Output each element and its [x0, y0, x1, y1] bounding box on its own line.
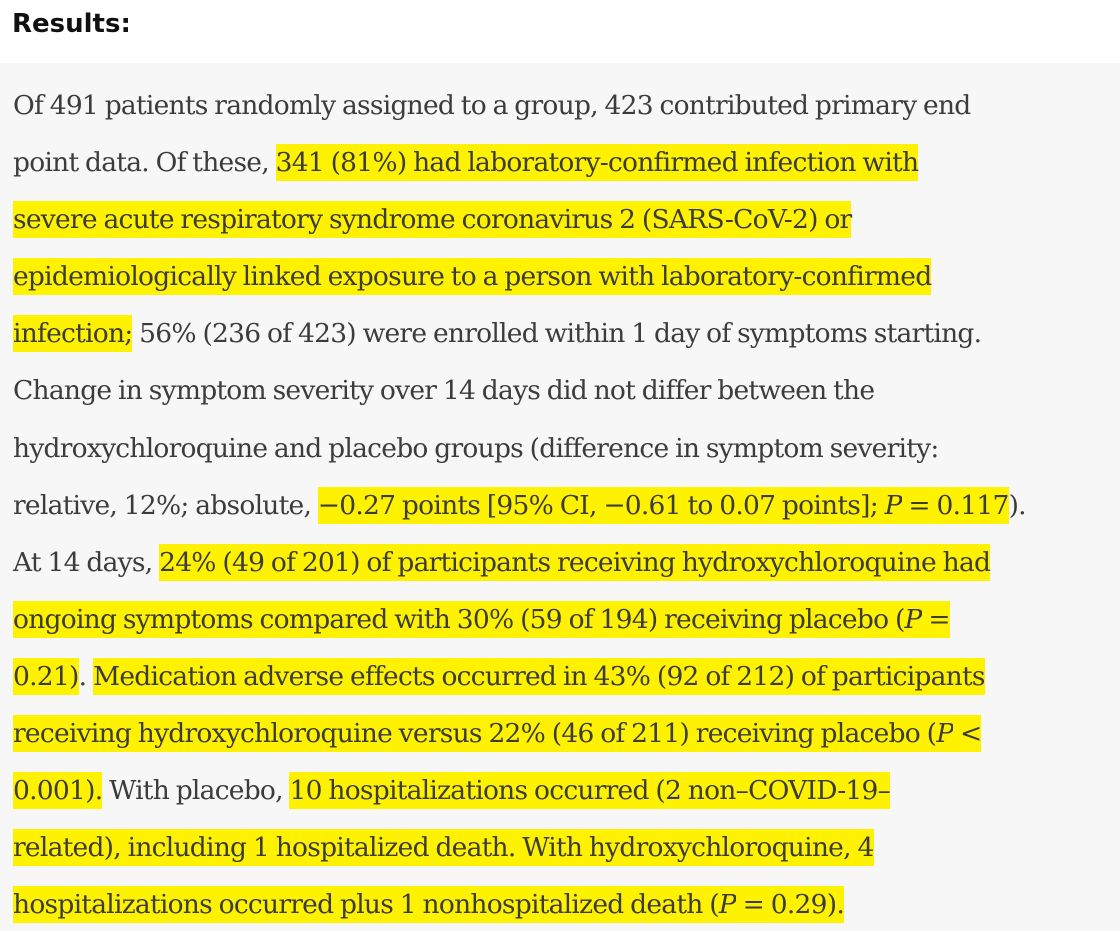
highlighted-text: 24% (49 of 201) of participants receiving hydroxychloroquine had — [159, 544, 990, 581]
highlighted-text: related), including 1 hospitalized death. With hydroxychloroquine, 4 — [13, 829, 874, 866]
highlighted-text: 10 hospitalizations occurred (2 non–COVID-19– — [289, 772, 890, 809]
highlighted-text: 0.21) — [13, 658, 79, 695]
paragraph-text: Of 491 patients randomly assigned to a group, 423 contributed primary end — [13, 90, 971, 121]
paragraph-text: . — [78, 660, 93, 692]
paragraph-text: Change in symptom severity over 14 days did not differ between the — [13, 375, 875, 407]
paragraph-text: hydroxychloroquine and placebo groups (difference in symptom severity: — [13, 432, 939, 464]
highlighted-text: ongoing symptoms compared with 30% (59 of 194) receiving placebo ( — [13, 601, 905, 638]
highlighted-text: P — [719, 886, 736, 923]
highlighted-text: infection; — [13, 315, 132, 352]
highlighted-text: receiving hydroxychloroquine versus 22% (46 of 211) receiving placebo ( — [13, 715, 936, 752]
highlighted-text: P — [936, 715, 953, 752]
paragraph-text: 56% (236 of 423) were enrolled within 1 day of symptoms starting. — [132, 318, 982, 350]
results-paragraph — [13, 77, 1117, 933]
highlighted-text: = — [922, 601, 950, 638]
paragraph-text: At 14 days, — [13, 546, 160, 578]
paragraph-text: relative, 12%; absolute, — [13, 489, 318, 521]
paragraph-text: point data. Of these, — [13, 147, 276, 179]
section-heading: Results: — [12, 9, 131, 39]
highlighted-text: < — [953, 715, 981, 752]
highlighted-text: severe acute respiratory syndrome coronavirus 2 (SARS-CoV-2) or — [13, 201, 851, 238]
highlighted-text: −0.27 points [95% CI, −0.61 to 0.07 points]; — [318, 487, 885, 524]
highlighted-text: = 0.29). — [736, 886, 844, 923]
paragraph-text: With placebo, — [102, 775, 290, 807]
highlighted-text: 341 (81%) had laboratory-confirmed infection with — [276, 144, 919, 181]
highlighted-text: Medication adverse effects occurred in 43% (92 of 212) of participants — [93, 658, 985, 695]
highlighted-text: = 0.117 — [902, 487, 1009, 524]
highlighted-text: P — [905, 601, 922, 638]
highlighted-text: P — [885, 487, 902, 524]
highlighted-text: 0.001). — [13, 772, 102, 809]
paragraph-text: ). — [1008, 489, 1026, 521]
highlighted-text: hospitalizations occurred plus 1 nonhospitalized death ( — [13, 886, 719, 923]
highlighted-text: epidemiologically linked exposure to a person with laboratory-confirmed — [13, 258, 931, 295]
